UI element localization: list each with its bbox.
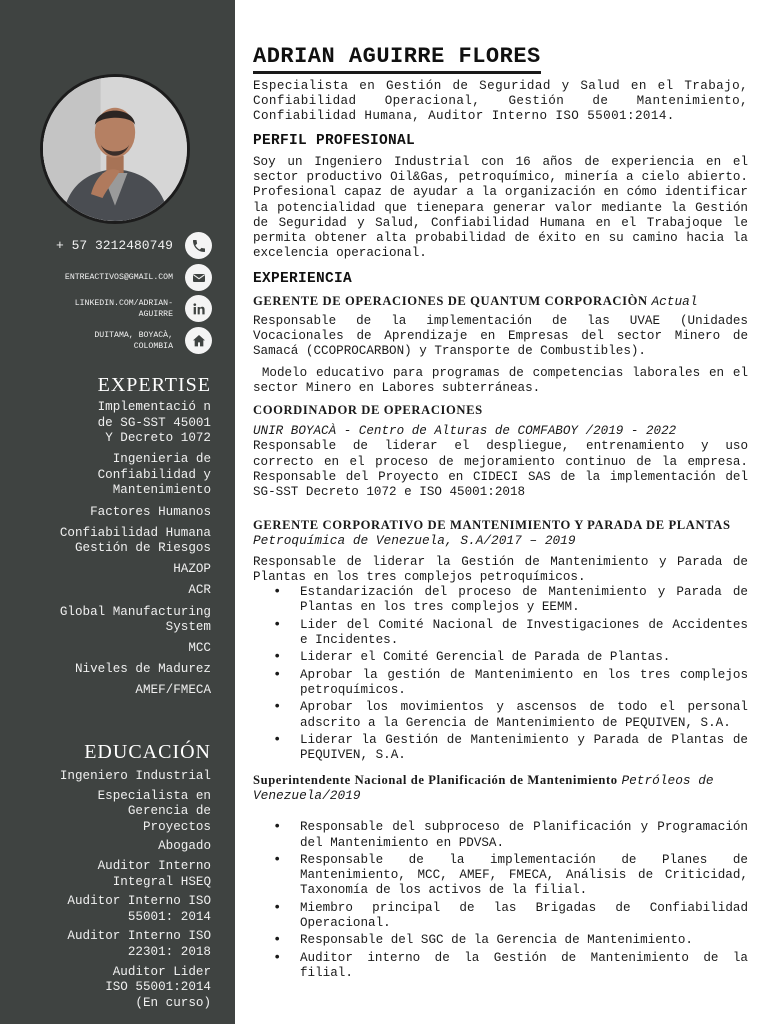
- expertise-item: HAZOP: [173, 562, 211, 577]
- linkedin-icon: [185, 295, 212, 322]
- education-item: Especialista en Gerencia de Proyectos: [97, 788, 211, 834]
- list-item: • Liderar la Gestión de Mantenimiento y Parada de Plantas de PEQUIVEN, S.A.: [273, 733, 748, 763]
- location-text: DUITAMA, BOYACÀ, COLOMBIA: [94, 330, 173, 351]
- job3-intro: Responsable de liderar la Gestión de Mantenimiento y Parada de Plantas en los tres complejos petroquímicos.: [253, 554, 748, 584]
- linkedin-text: LINKEDIN.COM/ADRIAN-AGUIRRE: [74, 298, 173, 319]
- list-item: • Responsable del subproceso de Planificación y Programación del Mantenimiento en PDVSA.: [273, 820, 748, 850]
- list-item: • Auditor interno de la Gestión de Mantenimiento de la filial.: [273, 951, 748, 981]
- job1-status: Actual: [651, 293, 698, 309]
- expertise-list: [21, 400, 211, 705]
- list-item: • Responsable del SGC de la Gerencia de Mantenimiento.: [273, 933, 748, 948]
- home-icon: [185, 327, 212, 354]
- job1-desc: Responsable de la implementación de las UVAE (Unidades Vocacionales de Aprendizaje en Empresas del sector Minero de Samacá (CCOPROCARBON) y Transporte de Combustibles).: [253, 313, 748, 359]
- education-list: [21, 769, 211, 1015]
- expertise-item: ACR: [188, 583, 211, 598]
- list-item: • Aprobar la gestión de Mantenimiento en los tres complejos petroquímicos.: [273, 668, 748, 698]
- contact-location: [20, 327, 212, 354]
- email-text: ENTREACTIVOS@GMAIL.COM: [64, 273, 173, 282]
- job2-desc: Responsable de liderar el despliegue, entrenamiento y uso correcto en el proceso de mejoramiento continuo de la empresa. Responsable del Proyecto en CIDECI SAS de la implementación del SG-SST Decreto 1072 e ISO 45001:2018: [253, 439, 748, 500]
- expertise-item: Niveles de Madurez: [74, 662, 211, 677]
- contact-linkedin[interactable]: [20, 295, 212, 322]
- sidebar: [0, 0, 235, 1024]
- education-item: Auditor Interno ISO 22301: 2018: [67, 929, 211, 959]
- job2-title: COORDINADOR DE OPERACIONES: [253, 403, 483, 418]
- email-icon: [185, 264, 212, 291]
- job3-title: GERENTE CORPORATIVO DE MANTENIMIENTO Y PARADA DE PLANTAS: [253, 517, 731, 532]
- profile-text: Soy un Ingeniero Industrial con 16 años de experiencia en el sector productivo Oil&Gas, petroquímico, minería a cielo abierto. Profesional capaz de ayudar a la organización en cómo identificar la potencialidad que tienepara generar valor mediante la Gestión de Seguridad y Salud, Confiabilidad Humana en el Trabajoque le permita obtener alta probabilidad de éxito en su camino hacia la excelencia operacional.: [253, 154, 748, 261]
- education-item: Abogado: [158, 839, 211, 854]
- list-item: • Aprobar los movimientos y ascensos de todo el personal adscrito a la Gerencia de Mantenimiento de PEQUIVEN, S.A.: [273, 700, 748, 730]
- expertise-item: MCC: [188, 641, 211, 656]
- job4-title: Superintendente Nacional de Planificación de Mantenimiento: [253, 773, 618, 788]
- job4-org: Petróleos de Venezuela/2019: [253, 773, 714, 804]
- list-item: • Miembro principal de las Brigadas de Confiabilidad Operacional.: [273, 901, 748, 931]
- education-item: Auditor Interno ISO 55001: 2014: [67, 894, 211, 924]
- expertise-item: Factores Humanos: [90, 504, 211, 519]
- job3-org: Petroquímica de Venezuela, S.A/2017 – 2019: [253, 532, 576, 548]
- portrait-illustration: [43, 77, 187, 221]
- expertise-item: Implementació n de SG-SST 45001 Y Decreto 1072: [97, 400, 211, 446]
- contact-email[interactable]: [20, 264, 212, 291]
- candidate-name: ADRIAN AGUIRRE FLORES: [253, 44, 541, 74]
- job3-title-line: [253, 518, 748, 548]
- education-item: Auditor Lider ISO 55001:2014 (En curso): [105, 964, 211, 1010]
- education-heading: EDUCACIÓN: [84, 741, 211, 763]
- expertise-item: Confiabilidad Humana Gestión de Riesgos: [59, 525, 211, 556]
- job1-model: Modelo educativo para programas de competencias laborales en el sector Minero en Labores subterráneas.: [253, 365, 756, 395]
- profile-photo: [40, 74, 190, 224]
- job4-bullet-list: [273, 820, 748, 981]
- expertise-item: AMEF/FMECA: [135, 683, 211, 698]
- experience-heading: EXPERIENCIA: [253, 270, 353, 287]
- tagline: Especialista en Gestión de Seguridad y Salud en el Trabajo, Confiabilidad Operacional, Gestión de Mantenimiento, Confiabilidad Humana, Auditor Interno ISO 55001:2014.: [253, 79, 748, 124]
- job1-title-line: [253, 294, 748, 309]
- list-item: • Estandarización del proceso de Mantenimiento y Parada de Plantas en los tres complejos y EEMM.: [273, 585, 748, 615]
- education-item: Ingeniero Industrial: [59, 769, 211, 783]
- contact-phone[interactable]: [20, 232, 212, 259]
- list-item: • Lider del Comité Nacional de Investigaciones de Accidentes e Incidentes.: [273, 618, 748, 648]
- phone-text: + 57 3212480749: [55, 238, 173, 253]
- expertise-item: Global Manufacturing System: [59, 604, 211, 635]
- phone-icon: [185, 232, 212, 259]
- job4-title-line: [253, 773, 748, 803]
- profile-heading: PERFIL PROFESIONAL: [253, 132, 416, 149]
- list-item: • Responsable de la implementación de Planes de Mantenimiento, MCC, AMEF, FMECA, Análisis de Criticidad, Taxonomía de los activos de la filial.: [273, 853, 748, 899]
- expertise-heading: EXPERTISE: [97, 374, 211, 396]
- job1-title: GERENTE DE OPERACIONES DE QUANTUM CORPORACIÒN: [253, 293, 648, 308]
- list-item: • Liderar el Comité Gerencial de Parada de Plantas.: [273, 650, 748, 665]
- main-content: [253, 44, 756, 983]
- job3-bullet-list: [273, 585, 748, 763]
- education-item: Auditor Interno Integral HSEQ: [97, 858, 211, 889]
- expertise-item: Ingenieria de Confiabilidad y Mantenimiento: [97, 452, 211, 498]
- job2-org: UNIR BOYACÀ - Centro de Alturas de COMFABOY /2019 - 2022: [253, 424, 677, 439]
